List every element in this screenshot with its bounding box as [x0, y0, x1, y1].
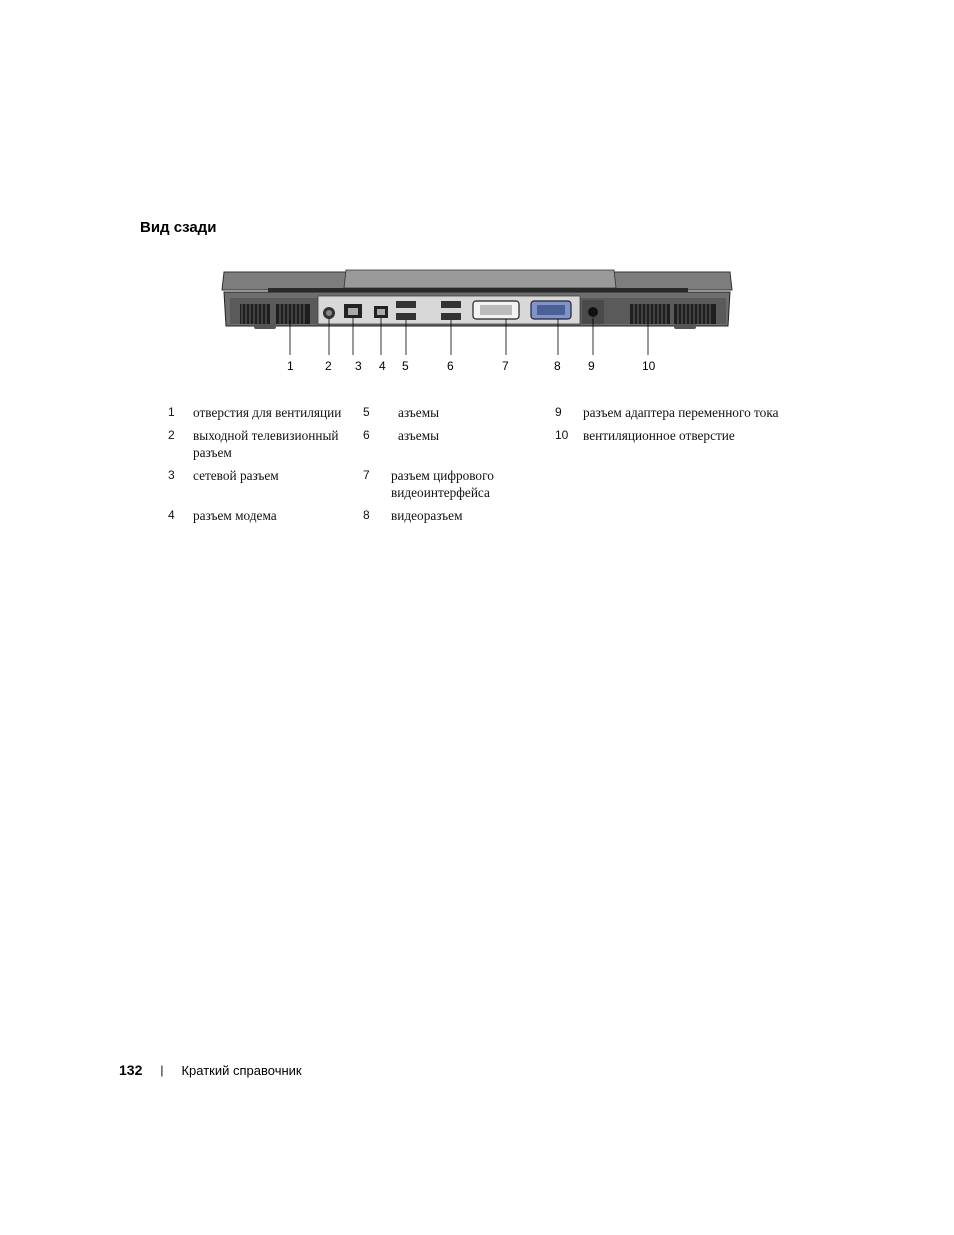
legend-number: 2: [168, 428, 175, 442]
callout-5: 5: [402, 359, 409, 373]
legend-number: [555, 467, 583, 501]
callout-8: 8: [554, 359, 561, 373]
legend-row: [168, 467, 808, 501]
callout-6: 6: [447, 359, 454, 373]
legend-row: [168, 404, 808, 421]
legend-text: разъем цифрового видеоинтерфейса: [391, 468, 494, 500]
section-heading: Вид сзади: [140, 219, 217, 236]
legend-row: [168, 427, 808, 461]
legend-text: азъемы: [398, 405, 440, 420]
callout-9: 9: [588, 359, 595, 373]
page-number: 132: [119, 1062, 143, 1078]
legend-number: 1: [168, 405, 175, 419]
laptop-back-illustration: [218, 268, 738, 378]
callout-1: 1: [287, 359, 294, 373]
callout-3: 3: [355, 359, 362, 373]
legend-text: разъем модема: [193, 508, 277, 523]
callout-2: 2: [325, 359, 332, 373]
callout-4: 4: [379, 359, 386, 373]
page-footer: [119, 1062, 302, 1078]
legend-number: 9: [555, 405, 562, 419]
legend-text: вентиляционное отверстие: [583, 428, 735, 443]
footer-title: Краткий справочник: [181, 1062, 302, 1078]
legend-number: [555, 507, 583, 524]
legend-row: [168, 507, 808, 524]
legend-number: 7: [363, 468, 370, 482]
callout-legend: [168, 404, 808, 530]
legend-text: сетевой разъем: [193, 468, 279, 483]
legend-text: выходной телевизионный разъем: [193, 428, 339, 460]
callout-7: 7: [502, 359, 509, 373]
legend-number: 8: [363, 508, 370, 522]
legend-number: 10: [555, 428, 569, 442]
legend-number: 5: [363, 405, 370, 419]
legend-text: разъем адаптера переменного тока: [583, 405, 779, 420]
legend-number: 3: [168, 468, 175, 482]
footer-separator: |: [160, 1063, 164, 1077]
laptop-back-view-figure: [218, 268, 738, 378]
callout-10: 10: [642, 359, 656, 373]
legend-text: азъемы: [398, 428, 440, 443]
legend-text: отверстия для вентиляции: [193, 405, 342, 420]
legend-text: видеоразъем: [391, 508, 463, 523]
legend-number: 4: [168, 508, 175, 522]
legend-number: 6: [363, 428, 370, 442]
